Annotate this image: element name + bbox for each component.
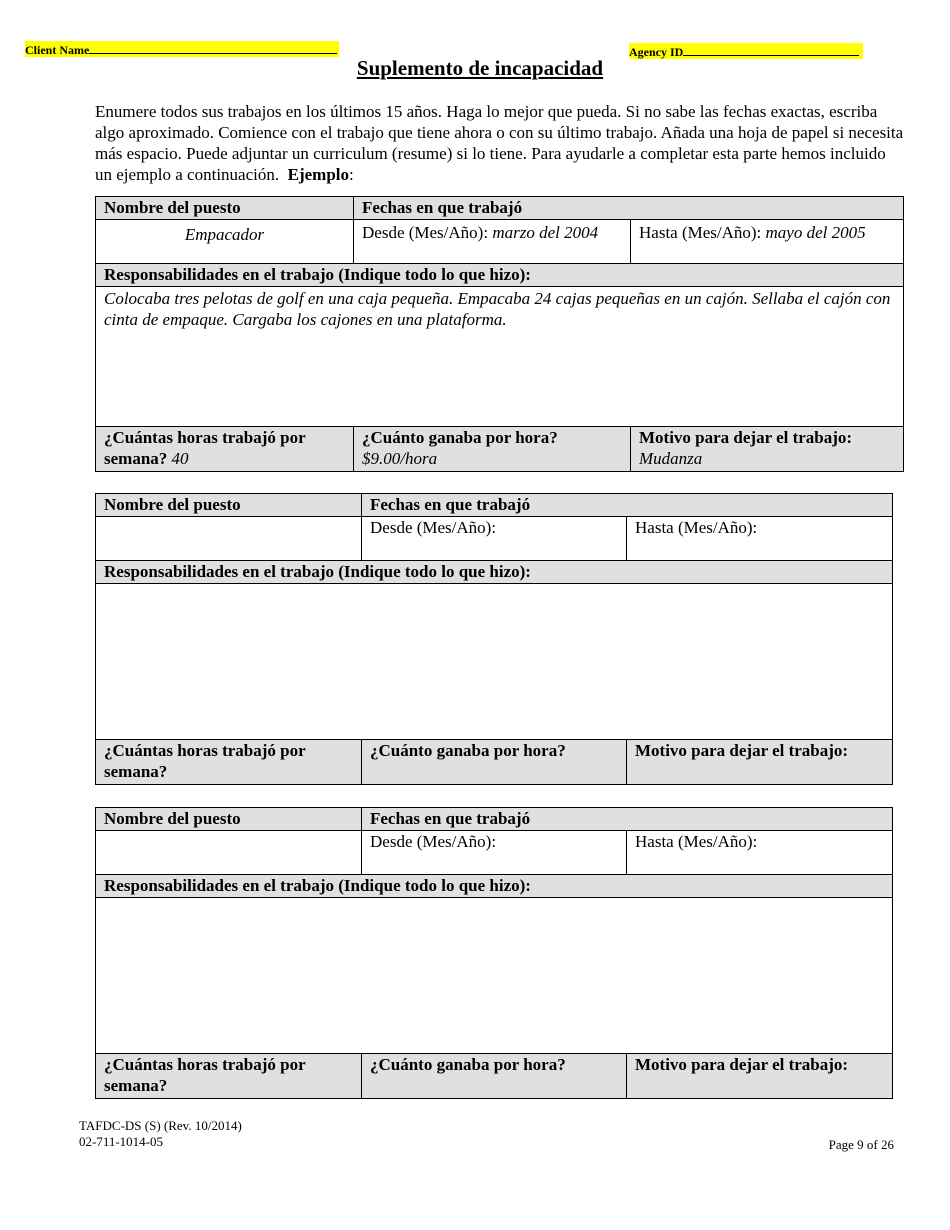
hours-label-line1: ¿Cuántas horas trabajó por: [104, 1055, 306, 1074]
example-reason-cell: [631, 427, 904, 472]
example-responsibilities: Colocaba tres pelotas de golf en una caja pequeña. Empacaba 24 cajas pequeñas en un cajón. Sellaba el cajón con cinta de empaque. Cargaba los cajones en una plataforma.: [96, 287, 904, 427]
example-hours-cell: [96, 427, 354, 472]
page-number: Page 9 of 26: [828, 1137, 894, 1152]
example-job-table: [95, 196, 904, 472]
dates-worked-header: Fechas en que trabajó: [354, 197, 904, 220]
from-input[interactable]: [362, 831, 627, 875]
example-label: Ejemplo: [287, 165, 350, 184]
job-title-header: Nombre del puesto: [96, 494, 362, 517]
intro-paragraph: [95, 101, 905, 185]
example-job-title: Empacador: [96, 220, 354, 264]
from-input[interactable]: [362, 517, 627, 561]
to-input[interactable]: [627, 831, 893, 875]
example-reason-value: Mudanza: [639, 449, 703, 468]
reason-input[interactable]: [627, 740, 893, 785]
job-title-header: Nombre del puesto: [96, 808, 362, 831]
example-pay-cell: [354, 427, 631, 472]
pay-label: ¿Cuánto ganaba por hora?: [370, 741, 566, 760]
job-entry-table-1: [95, 493, 893, 785]
responsibilities-input[interactable]: [96, 584, 893, 740]
client-name-label: Client Name: [25, 43, 90, 57]
pay-label: ¿Cuánto ganaba por hora?: [362, 428, 558, 447]
pay-input[interactable]: [362, 740, 627, 785]
intro-text: Enumere todos sus trabajos en los últimos 15 años. Haga lo mejor que pueda. Si no sabe las fechas exactas, escriba algo aproximado. Comience con el trabajo que tiene ahora o con su último trabajo. Añada una hoja de papel si necesita más espacio. Puede adjuntar un curriculum (resume) si lo tiene. Para ayudarle a completar esta parte hemos incluido un ejemplo a continuación.: [95, 102, 904, 184]
agency-id-line: [683, 43, 859, 56]
responsibilities-input[interactable]: [96, 898, 893, 1054]
form-code: TAFDC-DS (S) (Rev. 10/2014): [79, 1118, 242, 1133]
hours-label-line2: semana?: [104, 1076, 168, 1095]
client-name-field[interactable]: [25, 41, 339, 57]
example-pay-value: $9.00/hora: [362, 449, 438, 468]
job-entry-table-2: [95, 807, 893, 1099]
page-title: Suplemento de incapacidad: [356, 56, 604, 80]
from-label: Desde (Mes/Año):: [370, 518, 497, 537]
form-identifier: [79, 1118, 242, 1150]
example-colon: :: [349, 165, 354, 184]
agency-id-label: Agency ID: [629, 45, 684, 59]
reason-label: Motivo para dejar el trabajo:: [635, 741, 849, 760]
from-label: Desde (Mes/Año):: [362, 223, 489, 242]
to-label: Hasta (Mes/Año):: [635, 832, 758, 851]
example-to-value: mayo del 2005: [765, 223, 866, 242]
to-label: Hasta (Mes/Año):: [639, 223, 762, 242]
dates-worked-header: Fechas en que trabajó: [362, 494, 893, 517]
dates-worked-header: Fechas en que trabajó: [362, 808, 893, 831]
hours-input[interactable]: [96, 1054, 362, 1099]
client-name-line: [89, 41, 337, 54]
pay-label: ¿Cuánto ganaba por hora?: [370, 1055, 566, 1074]
pay-input[interactable]: [362, 1054, 627, 1099]
hours-label-line2: semana?: [104, 762, 168, 781]
job-title-header: Nombre del puesto: [96, 197, 354, 220]
job-title-input[interactable]: [96, 517, 362, 561]
form-number: 02-711-1014-05: [79, 1134, 164, 1149]
hours-input[interactable]: [96, 740, 362, 785]
hours-label-line2: semana?: [104, 449, 168, 468]
responsibilities-header: Responsabilidades en el trabajo (Indique todo lo que hizo):: [96, 561, 893, 584]
hours-label-line1: ¿Cuántas horas trabajó por: [104, 428, 306, 447]
responsibilities-header: Responsabilidades en el trabajo (Indique todo lo que hizo):: [96, 875, 893, 898]
example-hours-value: 40: [171, 449, 189, 468]
from-label: Desde (Mes/Año):: [370, 832, 497, 851]
hours-label-line1: ¿Cuántas horas trabajó por: [104, 741, 306, 760]
reason-label: Motivo para dejar el trabajo:: [635, 1055, 849, 1074]
job-title-input[interactable]: [96, 831, 362, 875]
to-input[interactable]: [627, 517, 893, 561]
example-from-cell: [354, 220, 631, 264]
example-from-value: marzo del 2004: [492, 223, 599, 242]
reason-label: Motivo para dejar el trabajo:: [639, 428, 853, 447]
to-label: Hasta (Mes/Año):: [635, 518, 758, 537]
reason-input[interactable]: [627, 1054, 893, 1099]
example-to-cell: [631, 220, 904, 264]
responsibilities-header: Responsabilidades en el trabajo (Indique todo lo que hizo):: [96, 264, 904, 287]
